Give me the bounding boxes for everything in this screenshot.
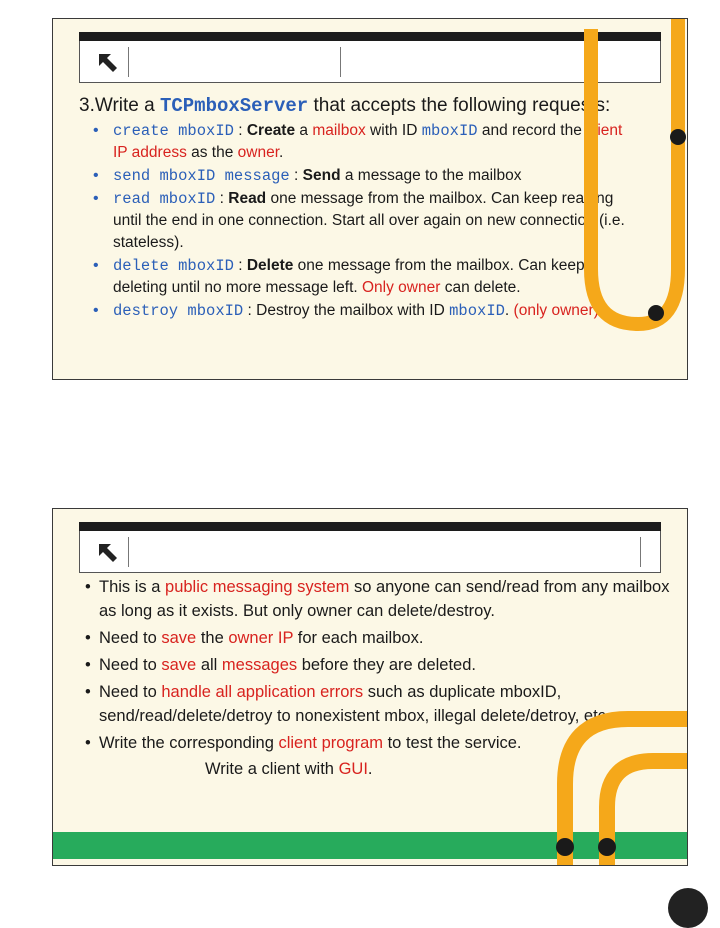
page-corner-shape [668,888,708,928]
list-item: • Need to save all messages before they are deleted. [85,653,675,677]
track-stop [670,129,686,145]
client-note: Write a client with GUI. [205,760,373,778]
orange-track-decoration [53,509,688,866]
list-item: • Need to handle all application errors such as duplicate mboxID, send/read/delete/detroy to nonexistent mbox, illegal delete/detroy, etc. [85,680,675,728]
slide-1 [52,18,688,380]
list-item: • Write the corresponding client program to test the service. [85,731,675,755]
track-line [591,19,678,324]
track-line [565,719,688,866]
list-item: • This is a public messaging system so anyone can send/read from any mailbox as long as it exists. But only owner can delete/destroy. [85,575,675,623]
list-item: • send mboxID message : Send a message to the mailbox [93,165,633,187]
track-stop [598,838,616,856]
list-item: • create mboxID : Create a mailbox with ID mboxID and record the client IP address as the owner. [93,120,633,164]
track-line [607,761,688,866]
list-item: • read mboxID : Read one message from the mailbox. Can keep reading until the end in one connection. Start all over again on new connection (i.e. stateless). [93,188,633,254]
orange-track-decoration [53,19,688,380]
list-item: • Need to save the owner IP for each mailbox. [85,626,675,650]
track-stop [648,305,664,321]
list-item: • delete mboxID : Delete one message from the mailbox. Can keep deleting until no more message left. Only owner can delete. [93,255,633,299]
slide-2 [52,508,688,866]
track-stop [556,838,574,856]
slide-title: 3.Write a TCPmboxServer that accepts the following requests: [79,95,611,117]
list-item: • destroy mboxID : Destroy the mailbox with ID mboxID. (only owner) [93,300,633,322]
